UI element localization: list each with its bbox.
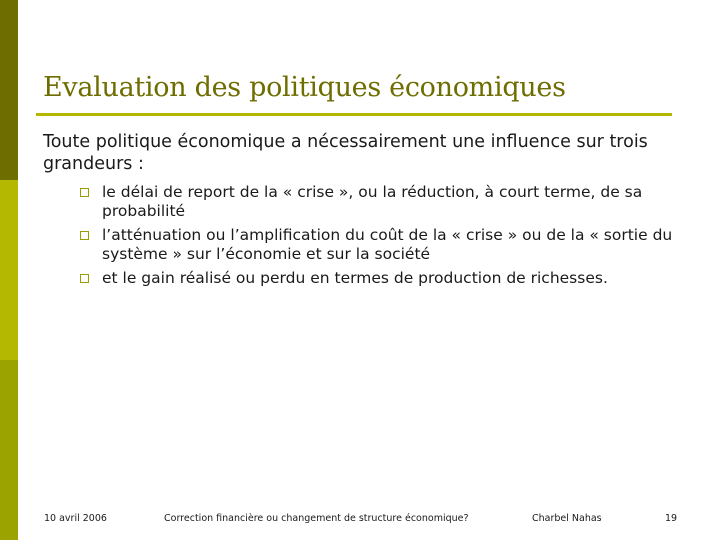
page-number: 19 [665,513,678,524]
square-bullet-icon [80,188,89,197]
footer-author: Charbel Nahas [532,513,602,524]
title-underline [36,113,672,116]
bullet-item [80,226,680,264]
square-bullet-icon [80,274,89,283]
square-bullet-icon [80,231,89,240]
bullet-list [80,183,680,293]
bullet-text: et le gain réalisé ou perdu en termes de production de richesses. [102,269,608,287]
side-bar-middle [0,180,18,360]
bullet-text: l’atténuation ou l’amplification du coût de la « crise » ou de la « sortie du système » sur l’économie et sur la société [102,226,673,263]
bullet-item [80,269,680,288]
footer-title: Correction financière ou changement de structure économique? [164,513,469,524]
side-bar-top [0,0,18,180]
intro-text: Toute politique économique a nécessairement une influence sur trois grandeurs : [43,132,648,174]
slide-title: Evaluation des politiques économiques [43,72,566,103]
bullet-text: le délai de report de la « crise », ou la réduction, à court terme, de sa probabilité [102,183,643,220]
bullet-item [80,183,680,221]
side-bar-bottom [0,360,18,540]
footer-date: 10 avril 2006 [44,513,107,524]
